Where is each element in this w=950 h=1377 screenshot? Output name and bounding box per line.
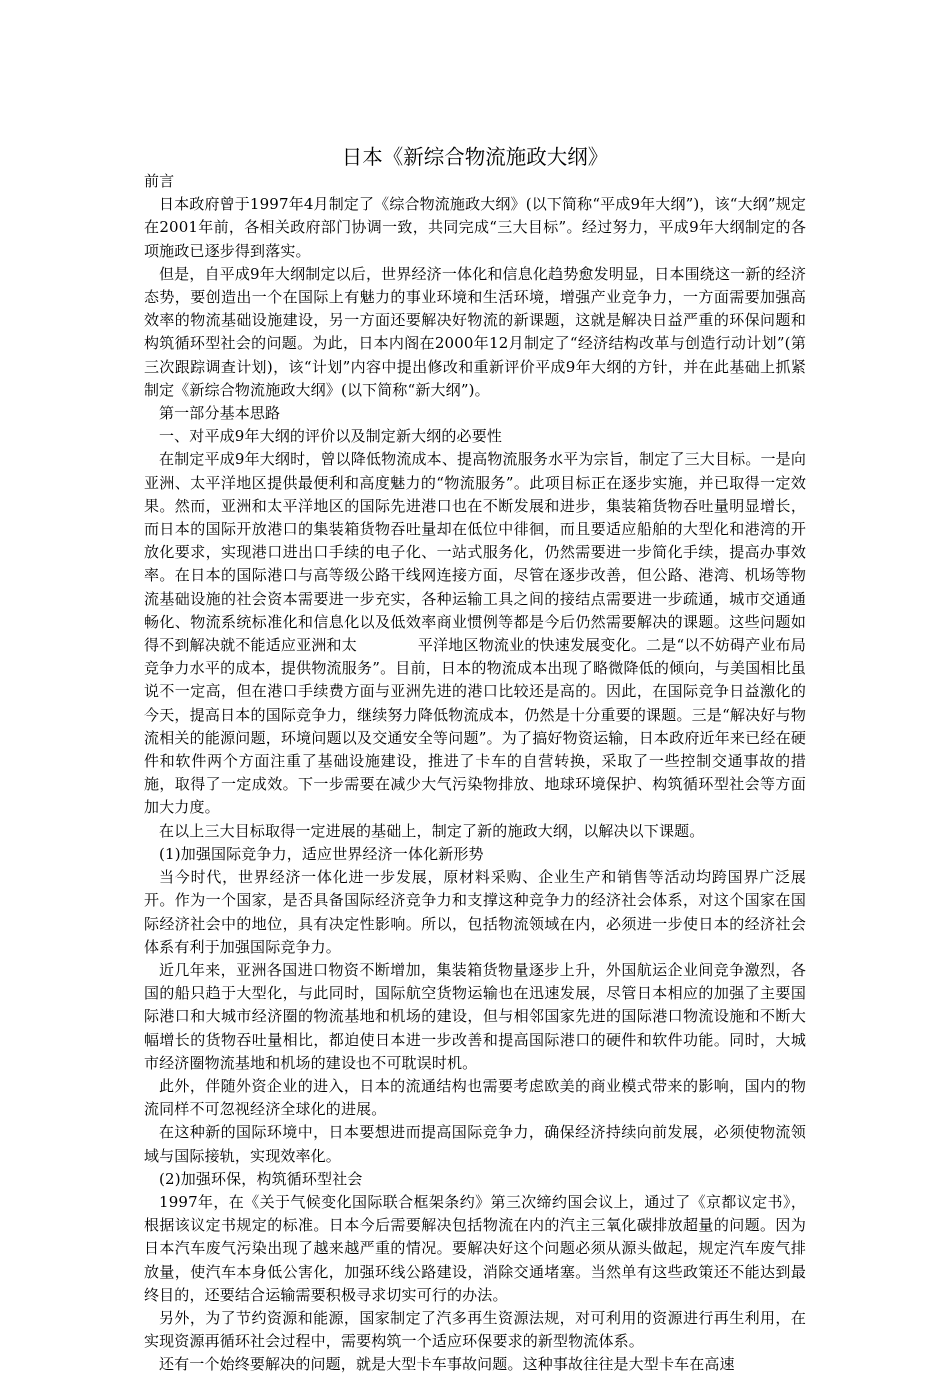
paragraph: 日本政府曾于1997年4月制定了《综合物流施政大纲》(以下简称“平成9年大纲”)，该“大纲”规定在2001年前，各相关政府部门协调一致，共同完成“三大目标”。经过努力，平成9年大纲制定的各项施政已逐步得到落实。: [144, 195, 806, 260]
paragraph: 在这种新的国际环境中，日本要想进而提高国际竞争力，确保经济持续向前发展，必须使物流领域与国际接轨，实现效率化。: [144, 1123, 806, 1165]
subsection-heading: 一、对平成9年大纲的评价以及制定新大纲的必要性: [159, 427, 502, 446]
document-title: 日本《新综合物流施政大纲》: [341, 145, 609, 169]
subsection-heading: (1)加强国际竞争力，适应世界经济一体化新形势: [159, 844, 484, 863]
subsection-heading: (2)加强环保，构筑循环型社会: [159, 1169, 363, 1188]
paragraph: 近几年来，亚洲各国进口物资不断增加，集装箱货物量逐步上升，外国航运企业间竞争激烈，各国的船只趋于大型化，与此同时，国际航空货物运输也在迅速发展，尽管日本相应的加强了主要国际港口和大城市经济圈的物流基地和机场的建设，但与相邻国家先进的国际港口物流设施和不断大幅增长的货物吞吐量相比，都迫使日本进一步改善和提高国际港口的硬件和软件功能。同时，大城市经济圈物流基地和机场的建设也不可耽误时机。: [144, 960, 806, 1072]
paragraph: 当今时代，世界经济一体化进一步发展，原材料采购、企业生产和销售等活动均跨国界广泛展开。作为一个国家，是否具备国际经济竞争力和支撑这种竞争力的经济社会体系，对这个国家在国际经济社会中的地位，具有决定性影响。所以，包括物流领域在内，必须进一步使日本的经济社会体系有利于加强国际竞争力。: [144, 868, 806, 956]
paragraph: 在制定平成9年大纲时，曾以降低物流成本、提高物流服务水平为宗旨，制定了三大目标。一是向亚洲、太平洋地区提供最便利和高度魅力的“物流服务”。此项目标正在逐步实施，并已取得一定效果。然而，亚洲和太平洋地区的国际先进港口也在不断发展和进步，集装箱货物吞吐量明显增长，而日本的国际开放港口的集装箱货物吞吐量却在低位中徘徊，而且要适应船舶的大型化和港湾的开放化要求，实现港口进出口手续的电子化、一站式服务化，仍然需要进一步简化手续，提高办事效率。在日本的国际港口与高等级公路干线网连接方面，尽管在逐步改善，但公路、港湾、机场等物流基础设施的社会资本需要进一步充实，各种运输工具之间的接结点需要进一步疏通，城市交通通畅化、物流系统标准化和信息化以及低效率商业惯例等都是今后仍然需要解决的课题。这些问题如得不到解决就不能适应亚洲和太 平洋地区物流业的快速发展变化。二是“以不妨碍产业布局竞争力水平的成本，提供物流服务”。目前，日本的物流成本出现了略微降低的倾向，与美国相比虽说不一定高，但在港口手续费方面与亚洲先进的港口比较还是高的。因此，在国际竞争日益激化的今天，提高日本的国际竞争力，继续努力降低物流成本，仍然是十分重要的课题。三是“解决好与物流相关的能源问题，环境问题以及交通安全等问题”。为了搞好物资运输，日本政府近年来已经在硬件和软件两个方面注重了基础设施建设，推进了卡车的自营转换，采取了一些控制交通事故的措施，取得了一定成效。下一步需要在减少大气污染物排放、地球环境保护、构筑循环型社会等方面加大力度。: [144, 450, 806, 817]
paragraph: 此外，伴随外资企业的进入，日本的流通结构也需要考虑欧美的商业模式带来的影响，国内的物流同样不可忽视经济全球化的进展。: [144, 1076, 806, 1119]
paragraph: 1997年，在《关于气候变化国际联合框架条约》第三次缔约国会议上，通过了《京都议定书》，根据该议定书规定的标准。日本今后需要解决包括物流在内的汽主三氧化碳排放超量的问题。因为日本汽车废气污染出现了越来越严重的情况。要解决好这个问题必须从源头做起，规定汽车废气排放量，使汽车本身低公害化，加强环线公路建设，消除交通堵塞。当然单有这些政策还不能达到最终目的，还要结合运输需要积极寻求切实可行的办法。: [144, 1192, 806, 1304]
paragraph: 还有一个始终要解决的问题，就是大型卡车事故问题。这种事故往往是大型卡车在高速: [159, 1355, 735, 1374]
document-body: [144, 144, 806, 1377]
section-heading: 第一部分基本思路: [159, 404, 281, 423]
section-heading-preface: 前言: [144, 172, 175, 190]
paragraph: 但是，自平成9年大纲制定以后，世界经济一体化和信息化趋势愈发明显，日本围绕这一新的经济态势，要创造出一个在国际上有魅力的事业环境和生活环境，增强产业竞争力，一方面需要加强高效率的物流基础设施建设，另一方面还要解决好物流的新课题，这就是解决日益严重的环保问题和构筑循环型社会的问题。为此，日本内阁在2000年12月制定了“经济结构改革与创造行动计划”(第三次跟踪调查计划)，该“计划”内容中提出修改和重新评价平成9年大纲的方针，并在此基础上抓紧制定《新综合物流施政大纲》(以下简称“新大纲”)。: [144, 264, 806, 399]
paragraph: 在以上三大目标取得一定进展的基础上，制定了新的施政大纲，以解决以下课题。: [159, 821, 705, 840]
paragraph: 另外，为了节约资源和能源，国家制定了汽多再生资源法规，对可利用的资源进行再生利用，在实现资源再循环社会过程中，需要构筑一个适应环保要求的新型物流体系。: [144, 1308, 806, 1351]
